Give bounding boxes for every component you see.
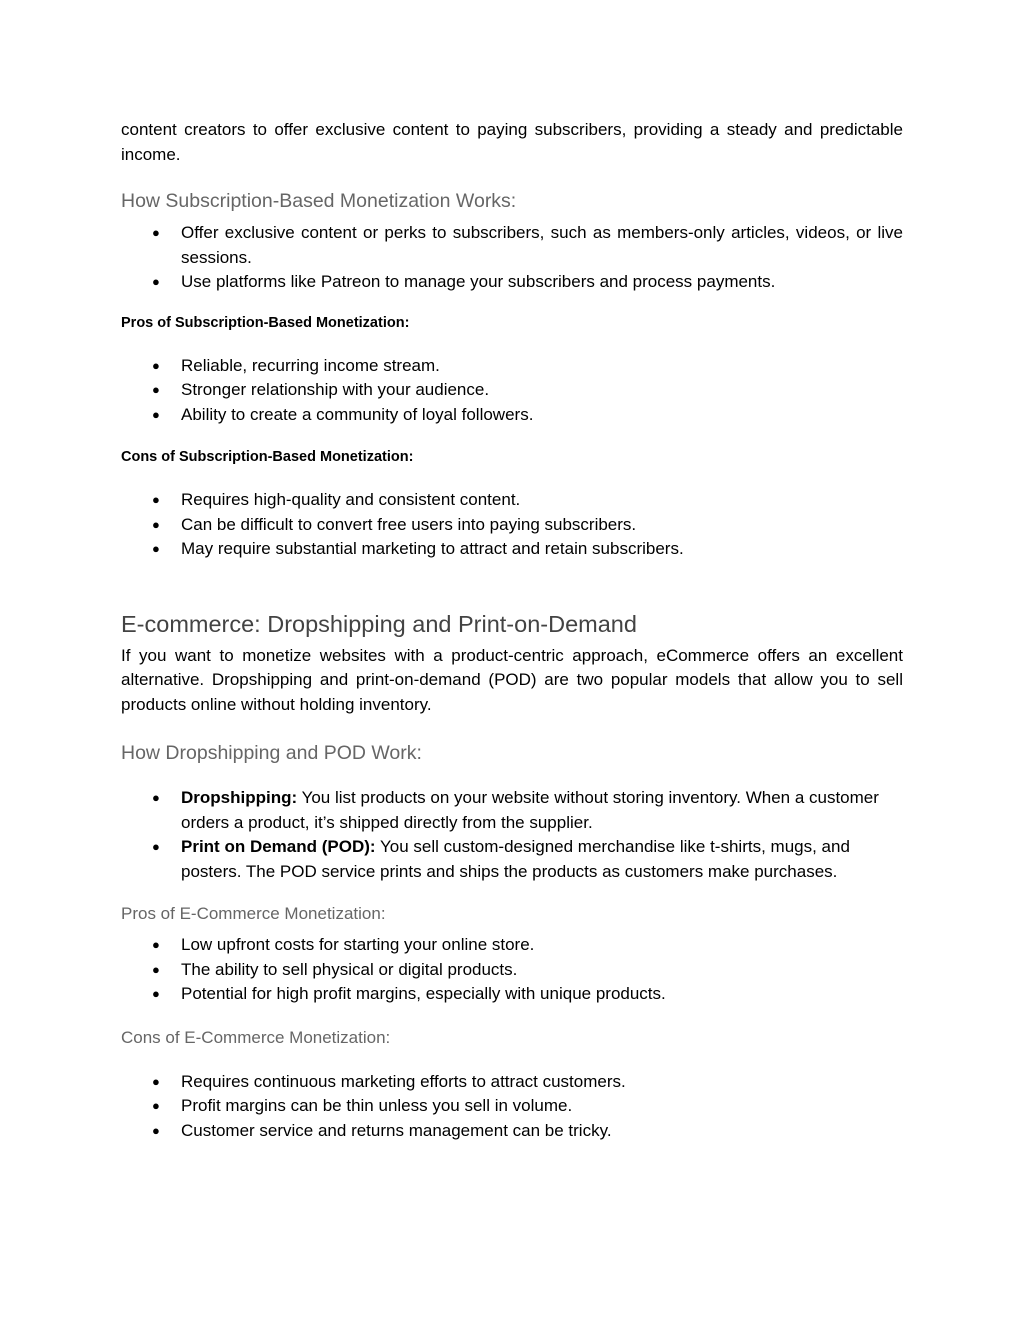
- bullet-icon: ●: [152, 357, 160, 373]
- ecommerce-pros-list: [121, 933, 903, 1007]
- subscription-pros-heading: Pros of Subscription-Based Monetization:: [121, 314, 410, 331]
- subscription-how-heading: How Subscription-Based Monetization Works:: [121, 190, 517, 212]
- list-item: ● Requires high-quality and consistent content.: [121, 488, 903, 513]
- bullet-icon: ●: [152, 492, 160, 507]
- list-item: ● Ability to create a community of loyal followers.: [121, 403, 903, 428]
- bullet-icon: ●: [152, 790, 160, 805]
- ecommerce-how-heading: How Dropshipping and POD Work:: [121, 742, 422, 764]
- list-item: ● Reliable, recurring income stream.: [121, 354, 903, 379]
- list-item: ● May require substantial marketing to attract and retain subscribers.: [121, 537, 903, 562]
- list-item: ● Print on Demand (POD): You sell custom-designed merchandise like t-shirts, mugs, and posters. The POD service prints and ships the products as customers make purchases.: [152, 837, 850, 881]
- bullet-icon: ●: [152, 274, 160, 289]
- ecommerce-cons-heading: Cons of E-Commerce Monetization:: [121, 1027, 391, 1047]
- bullet-icon: ●: [152, 541, 160, 556]
- list-item: ● Potential for high profit margins, especially with unique products.: [121, 982, 903, 1007]
- bullet-icon: ●: [152, 986, 160, 1001]
- list-item: ● Stronger relationship with your audience.: [121, 378, 903, 403]
- list-item: ● Customer service and returns management can be tricky.: [121, 1119, 903, 1144]
- subscription-cons-heading: Cons of Subscription-Based Monetization:: [121, 449, 414, 465]
- list-item: ● Dropshipping: You list products on your website without storing inventory. When a customer orders a product, it’s shipped directly from the supplier.: [152, 788, 879, 832]
- list-item: ● The ability to sell physical or digital products.: [121, 958, 903, 983]
- ecommerce-paragraph: If you want to monetize websites with a product-centric approach, eCommerce offers an excellent alternative. Dropshipping and print-on-demand (POD) are two popular models that allow you to sell products online without holding inventory.: [121, 645, 903, 714]
- ecommerce-pros-heading: Pros of E-Commerce Monetization:: [121, 904, 386, 923]
- intro-paragraph: content creators to offer exclusive content to paying subscribers, providing a steady and predictable income.: [121, 120, 903, 164]
- ecommerce-cons-list: [121, 1070, 903, 1144]
- bullet-icon: ●: [152, 406, 160, 422]
- ecommerce-how-list: [121, 786, 903, 884]
- bullet-icon: ●: [152, 1073, 160, 1089]
- list-item: ● Offer exclusive content or perks to subscribers, such as members-only articles, videos, or live sessions.: [152, 223, 903, 267]
- subscription-pros-list: [121, 354, 903, 428]
- list-item: ● Use platforms like Patreon to manage your subscribers and process payments.: [121, 270, 903, 295]
- bullet-icon: ●: [152, 225, 160, 240]
- list-item: ● Profit margins can be thin unless you sell in volume.: [121, 1094, 903, 1119]
- list-item: ● Low upfront costs for starting your online store.: [121, 933, 903, 958]
- item-lead: Dropshipping:: [181, 788, 298, 807]
- list-item: ● Requires continuous marketing efforts to attract customers.: [121, 1070, 903, 1095]
- subscription-cons-list: [121, 488, 903, 562]
- bullet-icon: ●: [152, 839, 160, 854]
- bullet-icon: ●: [152, 1122, 160, 1138]
- bullet-icon: ●: [152, 516, 160, 532]
- bullet-icon: ●: [152, 382, 160, 397]
- item-lead: Print on Demand (POD):: [181, 837, 376, 856]
- list-item: ● Can be difficult to convert free users into paying subscribers.: [121, 513, 903, 538]
- bullet-icon: ●: [152, 1098, 160, 1113]
- ecommerce-heading: E-commerce: Dropshipping and Print-on-Demand: [121, 610, 637, 637]
- bullet-icon: ●: [152, 937, 160, 952]
- bullet-icon: ●: [152, 961, 160, 977]
- subscription-how-list: [121, 221, 903, 295]
